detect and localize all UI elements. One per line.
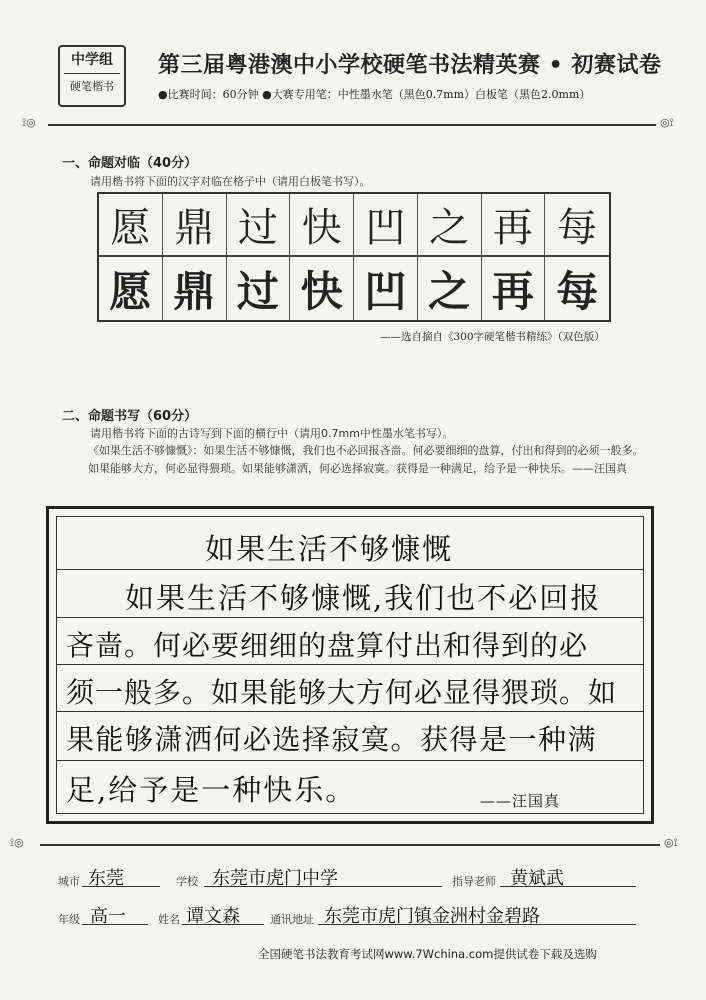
teacher-underline <box>500 886 636 887</box>
badge-group-label: 中学组 <box>64 47 120 74</box>
address-value: 东莞市虎门镇金洲村金碧路 <box>324 906 540 927</box>
model-char: 之 <box>418 194 482 257</box>
model-char: 凹 <box>354 194 418 257</box>
written-line: 吝啬。何必要细细的盘算付出和得到的必 <box>66 629 589 662</box>
group-badge <box>58 45 126 107</box>
badge-category-label: 硬笔楷书 <box>70 80 114 93</box>
city-label: 城市 <box>58 875 80 888</box>
footer-note: 全国硬笔书法教育考试网www.7Wchina.com提供试卷下载及选购 <box>258 947 597 961</box>
ornament-right-icon: ◎⟟ <box>660 116 674 129</box>
written-title: 如果生活不够慷慨 <box>205 532 454 566</box>
section2-title: 二、命题书写（60分） <box>62 409 198 424</box>
copy-grid <box>97 192 611 322</box>
address-label: 通讯地址 <box>270 913 314 926</box>
student-char: 再 <box>482 257 546 320</box>
ornament-right-icon: ◎⟟ <box>664 836 678 849</box>
model-char: 再 <box>482 194 546 257</box>
model-char: 过 <box>227 194 291 257</box>
written-line: 足,给予是一种快乐。 <box>66 773 357 807</box>
page-subtitle: ●比赛时间：60分钟 ●大赛专用笔：中性墨水笔（黑色0.7mm）白板笔（黑色2.0mm） <box>158 88 591 101</box>
grade-underline <box>82 924 148 925</box>
student-char: 每 <box>556 266 599 316</box>
grid-source-note: ——选自摘自《300字硬笔楷书精练》（双色版） <box>380 331 605 343</box>
name-value: 谭文森 <box>186 906 240 927</box>
written-line: 果能够潇洒何必选择寂寞。获得是一种满 <box>66 723 598 756</box>
model-char: 鼎 <box>163 194 227 257</box>
school-label: 学校 <box>176 875 198 888</box>
writing-line <box>56 711 644 712</box>
page-title: 第三届粤港澳中小学校硬笔书法精英赛 • 初赛试卷 <box>158 53 662 78</box>
writing-line <box>56 760 644 761</box>
section1-title: 一、命题对临（40分） <box>62 156 198 171</box>
written-signature: ——汪国真 <box>480 792 561 810</box>
address-underline <box>318 924 636 925</box>
ornament-left-icon: ⟟◎ <box>10 836 24 849</box>
city-value: 东莞 <box>88 868 124 889</box>
student-char: 鼎 <box>163 257 227 320</box>
written-line: 须一般多。如果能够大方何必显得猥琐。如 <box>66 676 618 709</box>
grade-value: 高一 <box>90 906 126 927</box>
model-char: 快 <box>290 194 354 257</box>
writing-line <box>56 664 644 665</box>
written-line: 如果生活不够慷慨,我们也不必回报 <box>125 581 602 615</box>
poem-source-text: 《如果生活不够慷慨》：如果生活不够慷慨，我们也不必回报吝啬。何必要细细的盘算，付出和得到的必须一般多。如果能够大方，何必显得猥琐。如果能够潇洒，何必选择寂寞。获得是一种满足，给予是一种快乐。——汪国真 <box>88 444 644 475</box>
student-char: 凹 <box>354 257 418 320</box>
name-underline <box>182 924 264 925</box>
student-char: 快 <box>290 257 354 320</box>
school-underline <box>204 886 442 887</box>
writing-line <box>56 617 644 618</box>
student-char: 愿 <box>99 257 163 320</box>
model-char: 愿 <box>99 194 163 257</box>
student-char: 过 <box>227 257 291 320</box>
ornament-left-icon: ⟟◎ <box>22 116 36 129</box>
model-char: 每 <box>545 194 609 257</box>
section2-instruction: 请用楷书将下面的古诗写到下面的横行中（请用0.7mm中性墨水笔书写）。 <box>90 427 454 440</box>
school-value: 东莞市虎门中学 <box>212 868 338 889</box>
header-divider <box>48 124 656 126</box>
city-underline <box>82 886 160 887</box>
section1-instruction: 请用楷书将下面的汉字对临在格子中（请用白板笔书写）。 <box>90 175 371 188</box>
info-divider <box>40 844 660 846</box>
teacher-value: 黄斌武 <box>510 868 564 889</box>
name-label: 姓名 <box>158 913 180 926</box>
student-char: 之 <box>418 257 482 320</box>
writing-line <box>56 569 644 570</box>
teacher-label: 指导老师 <box>452 875 496 888</box>
grade-label: 年级 <box>58 913 80 926</box>
